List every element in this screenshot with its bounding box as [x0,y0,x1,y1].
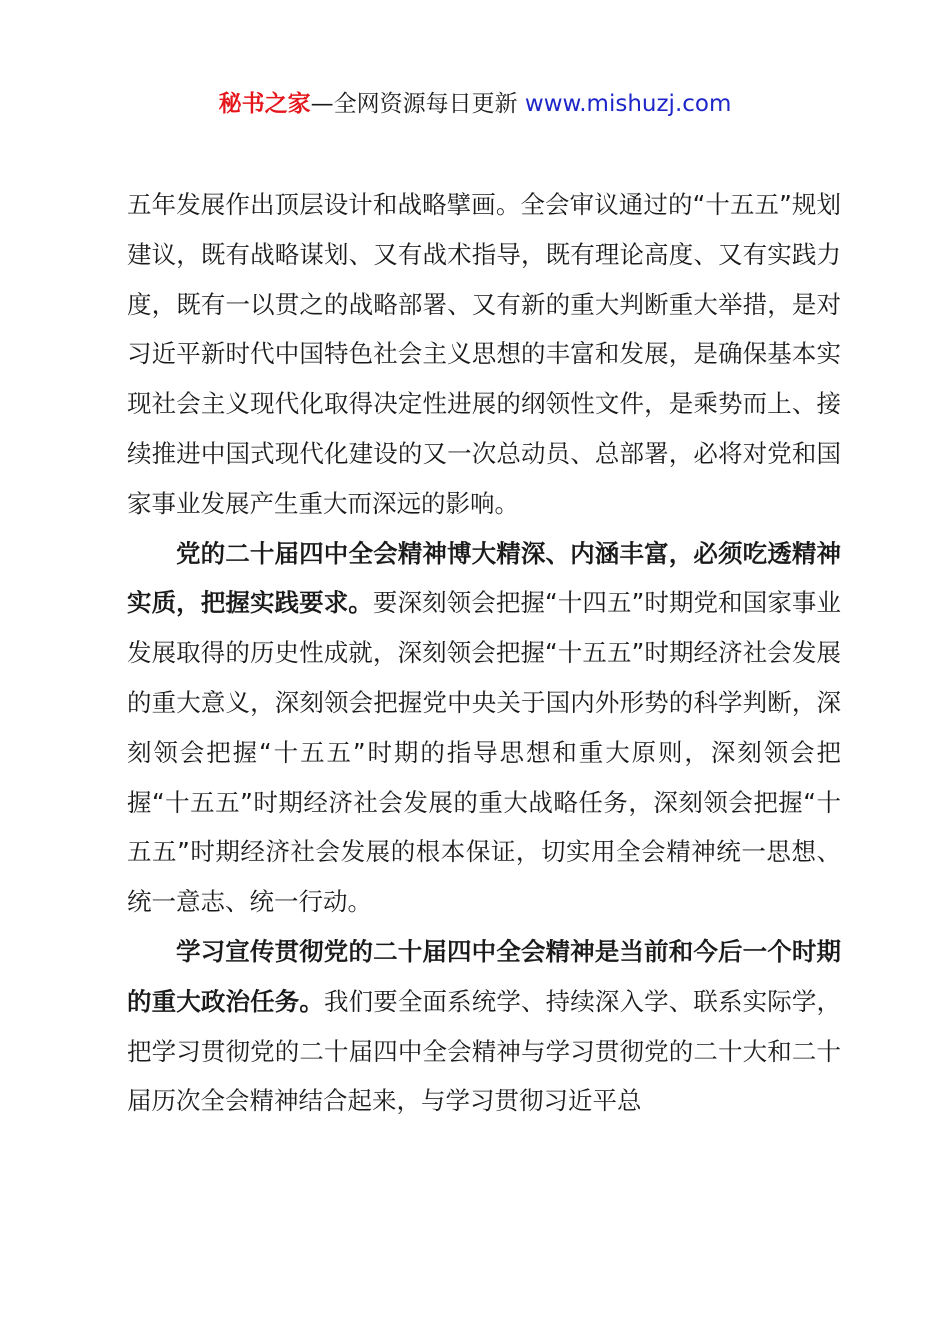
header-tagline: 全网资源每日更新 [333,91,518,117]
paragraph-text: 要深刻领会把握“十四五”时期党和国家事业发展取得的历史性成就，深刻领会把握“十五五”时期经济社会发展的重大意义，深刻领会把握党中央关于国内外形势的科学判断，深刻领会把握“十五五”时期的指导思想和重大原则，深刻领会把握“十五五”时期经济社会发展的重大战略任务，深刻领会把握“十五五”时期经济社会发展的根本保证，切实用全会精神统一思想、统一意志、统一行动。 [127,588,841,917]
document-body [127,180,841,1126]
header-dash: — [310,91,334,117]
paragraph-3 [127,927,841,1126]
paragraph-2 [127,529,841,927]
brand-name: 秘书之家 [218,91,311,117]
paragraph-text: 五年发展作出顶层设计和战略擘画。全会审议通过的“十五五”规划建议，既有战略谋划、又有战术指导，既有理论高度、又有实践力度，既有一以贯之的战略部署、又有新的重大判断重大举措，是对习近平新时代中国特色社会主义思想的丰富和发展，是确保基本实现社会主义现代化取得决定性进展的纲领性文件，是乘势而上、接续推进中国式现代化建设的又一次总动员、总部署，必将对党和国家事业发展产生重大而深远的影响。 [127,190,841,518]
page-header [0,86,950,122]
header-url[interactable]: www.mishuzj.com [524,91,732,117]
paragraph-1 [127,180,841,529]
paragraph-lead: 学习宣传贯彻党的二十届四中全会精神是当前和今后一个时期的重大政治任务。 [127,936,841,1016]
paragraph-text: 我们要全面系统学、持续深入学、联系实际学，把学习贯彻党的二十届四中全会精神与学习贯彻党的二十大和二十届历次全会精神结合起来，与学习贯彻习近平总 [127,986,841,1116]
paragraph-lead: 党的二十届四中全会精神博大精深、内涵丰富，必须吃透精神实质，把握实践要求。 [127,538,841,618]
